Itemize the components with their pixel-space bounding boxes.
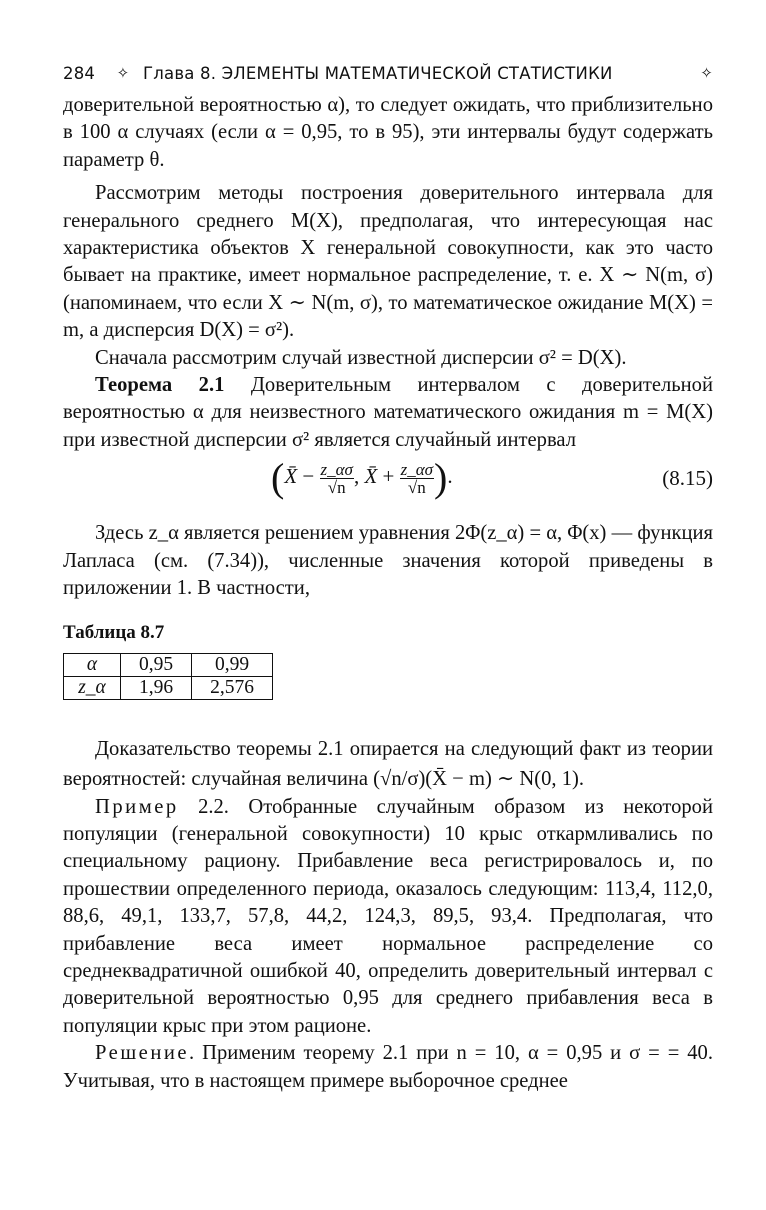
running-header [63,58,713,88]
example-2-2 [63,794,713,1041]
page [63,58,713,1095]
table-cell: α [64,653,121,676]
example-text: 2.2. Отобранные случайным образом из некоторой популяции (генеральной совокупности) 10 крыс откармливались по специальному рациону. Прибавление веса регистрировалось и, по прошествии определенного периода, оказалось следующим: 113,4, 112,0, 88,6, 49,1, 133,7, 57,8, 44,2, 124,3, 89,5, 93,4. Предполагая, что прибавление веса имеет нормальное распределение со среднеквадратичной ошибкой 40, определить доверительный интервал с доверительной вероятностью 0,95 для среднего прибавления веса в популяции крыс при этом рационе. [63,795,713,1037]
theorem-2-1 [63,372,713,454]
solution-text: . Применим теорему 2.1 при n = 10, α = 0,95 и σ = = 40. Учитывая, что в настоящем примере выборочное среднее [63,1042,713,1092]
table-cell: 0,99 [192,653,273,676]
paragraph-known-variance: Сначала рассмотрим случай известной дисперсии σ² = D(X). [95,346,627,369]
table-cell: 2,576 [192,676,273,699]
paragraph-methods: Рассмотрим методы построения доверительного интервала для генерального среднего M(X), предполагая, что интересующая нас характеристика объектов X генеральной совокупности, как это часто бывает на практике, имеет нормальное распределение, т. е. X ∼ N(m, σ) (напоминаем, что если X ∼ N(m, σ), то математическое ожидание M(X) = m, а дисперсия D(X) = σ²). [63,182,713,342]
theorem-text: Доверительным интервалом с доверительной вероятностью α для неизвестного математического ожидания m = M(X) при известной дисперсии σ² является случайный интервал [63,374,713,451]
ornament-diamond-icon: ✧ [700,64,713,82]
table-row [64,653,273,676]
table-8-7 [63,653,273,700]
theorem-title: Теорема 2.1 [95,374,225,397]
table-caption: Таблица 8.7 [63,621,165,643]
table-row [64,676,273,699]
formula-number: (8.15) [662,466,713,491]
formula-8-15 [63,454,713,520]
paragraph-continuation: доверительной вероятностью α), то следует ожидать, что приблизительно в 100 α случаях (если α = 0,95, то в 95), эти интервалы будут содержать параметр θ. [63,94,713,171]
page-number: 284 [63,63,96,83]
table-cell: 1,96 [121,676,192,699]
solution [63,1040,713,1095]
ornament-diamond-icon: ✧ [116,64,130,82]
example-label: Пример [95,795,179,818]
formula-expression: (X̄ − $\frac{z\_\alpha\sigma}{√n}$ , X̄ + $\frac{z\_\alpha\sigma}{√n}$ ). [271,455,453,501]
paragraph-laplace: Здесь z_α является решением уравнения 2Φ(z_α) = α, Φ(x) — функция Лапласа (см. (7.34)), численные значения которой приведены в приложении 1. В частности, [63,522,713,600]
paragraph-proof: Доказательство теоремы 2.1 опирается на следующий факт из теории вероятностей: случайная величина (√n/σ)(X̄ − m) ∼ N(0, 1). [63,737,713,790]
table-cell: z_α [64,676,121,699]
solution-label: Решение [95,1042,190,1065]
table-cell: 0,95 [121,653,192,676]
chapter-title: Глава 8. ЭЛЕМЕНТЫ МАТЕМАТИЧЕСКОЙ СТАТИСТИКИ [143,63,613,83]
